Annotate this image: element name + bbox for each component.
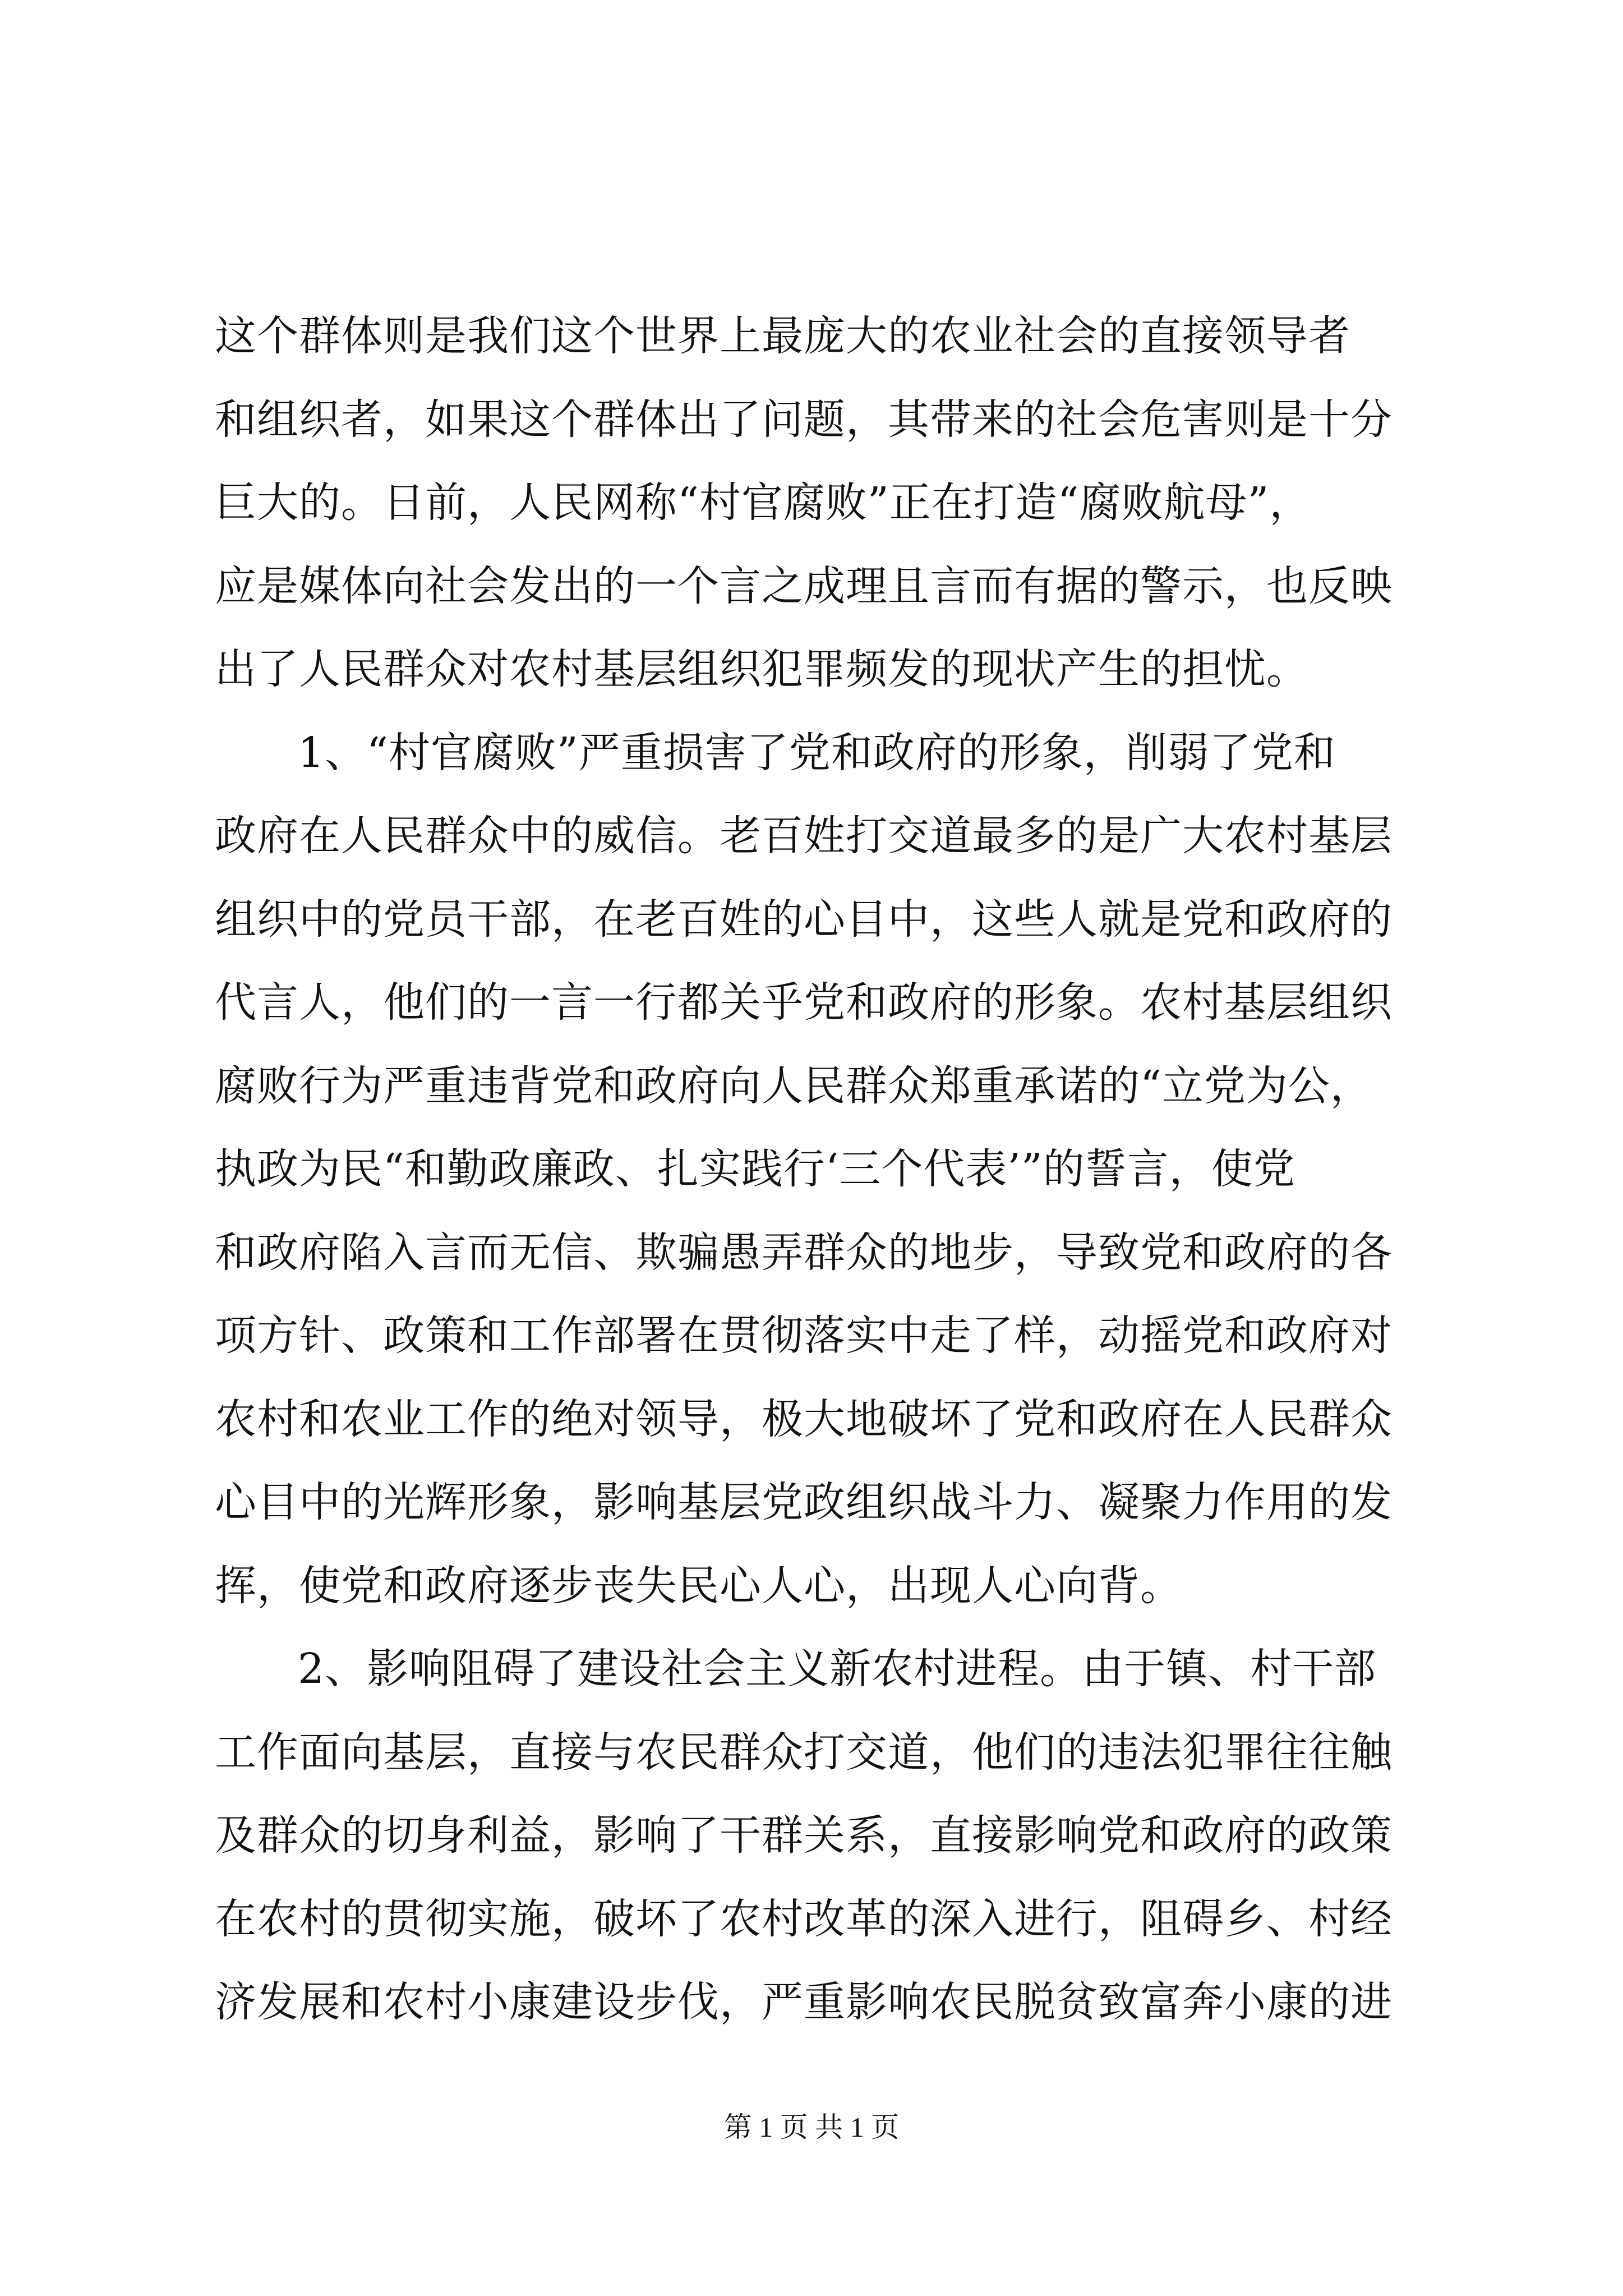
text-line: 项方针、政策和工作部署在贯彻落实中走了样，动摇党和政府对 — [215, 1312, 1393, 1360]
paragraph-start-line: 1、“村官腐败”严重损害了党和政府的形象，削弱了党和 — [298, 728, 1336, 777]
paragraph-start-line: 2、影响阻碍了建设社会主义新农村进程。由于镇、村干部 — [298, 1645, 1377, 1693]
text-line: 心目中的光辉形象，影响基层党政组织战斗力、凝聚力作用的发 — [215, 1478, 1393, 1526]
text-line: 腐败行为严重违背党和政府向人民群众郑重承诺的“立党为公， — [215, 1061, 1372, 1110]
text-line: 执政为民“和勤政廉政、扎实践行‘三个代表’”的誓言，使党 — [215, 1145, 1295, 1193]
text-line: 挥，使党和政府逐步丧失民心人心，出现人心向背。 — [215, 1561, 1182, 1610]
text-line: 济发展和农村小康建设步伐，严重影响农民脱贫致富奔小康的进 — [215, 1978, 1393, 2026]
body-text — [215, 295, 1415, 2044]
text-line: 在农村的贯彻实施，破坏了农村改革的深入进行，阻碍乡、村经 — [215, 1894, 1393, 1943]
text-line: 和组织者，如果这个群体出了问题，其带来的社会危害则是十分 — [215, 395, 1393, 444]
text-line: 巨大的。日前，人民网称“村官腐败”正在打造“腐败航母”， — [215, 478, 1312, 527]
text-line: 组织中的党员干部，在老百姓的心目中，这些人就是党和政府的 — [215, 895, 1393, 944]
text-line: 和政府陷入言而无信、欺骗愚弄群众的地步，导致党和政府的各 — [215, 1228, 1393, 1277]
text-line: 政府在人民群众中的威信。老百姓打交道最多的是广大农村基层 — [215, 812, 1393, 860]
page-number-footer: 第 1 页 共 1 页 — [723, 2111, 900, 2143]
text-line: 这个群体则是我们这个世界上最庞大的农业社会的直接领导者 — [215, 312, 1350, 360]
text-line: 代言人，他们的一言一行都关乎党和政府的形象。农村基层组织 — [215, 978, 1393, 1027]
text-line: 应是媒体向社会发出的一个言之成理且言而有据的警示，也反映 — [215, 562, 1393, 610]
text-line: 及群众的切身利益，影响了干群关系，直接影响党和政府的政策 — [215, 1811, 1393, 1860]
text-line: 出了人民群众对农村基层组织犯罪频发的现状产生的担忧。 — [215, 645, 1308, 693]
text-line: 工作面向基层，直接与农民群众打交道，他们的违法犯罪往往触 — [215, 1728, 1393, 1777]
text-line: 农村和农业工作的绝对领导，极大地破坏了党和政府在人民群众 — [215, 1395, 1393, 1443]
